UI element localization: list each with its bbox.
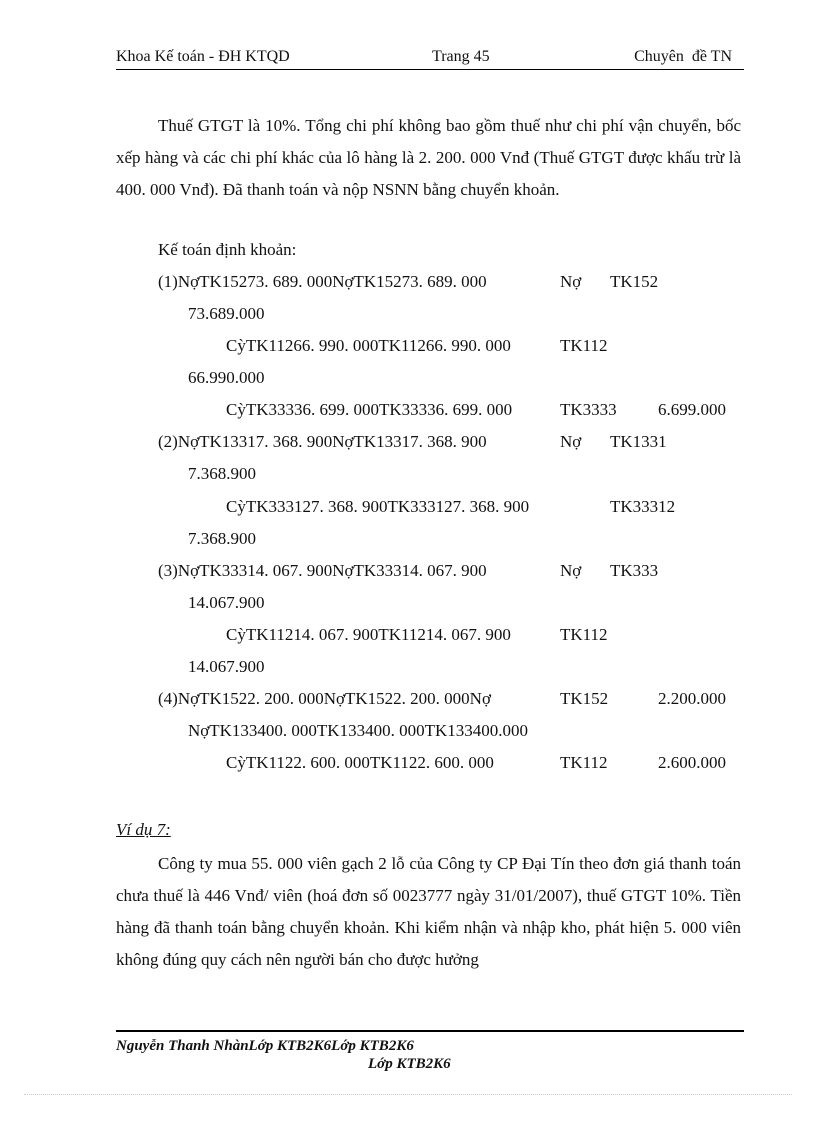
entry-1-credit-amount: 66.990.000	[188, 368, 265, 387]
entries-title: Kế toán định khoản:	[158, 240, 297, 259]
entry-2-credit-account: TK33312	[610, 497, 676, 516]
footer-author: Nguyễn Thanh NhànLớp KTB2K6Lớp KTB2K6	[116, 1038, 414, 1054]
entry-2-credit-text: CỳTK333127. 368. 900TK333127. 368. 900	[226, 497, 530, 516]
intro-paragraph: Thuế GTGT là 10%. Tổng chi phí không bao gồm thuế như chi phí vận chuyển, bốc xếp hàng và các chi phí khác của lô hàng là 2. 200. 000 Vnđ (Thuế GTGT được khấu trừ là 400. 000 Vnđ). Đã thanh toán và nộp NSNN bằng chuyển khoản.	[116, 116, 741, 199]
entry-4-debit-account: TK152	[560, 689, 609, 708]
entry-3-credit-amount: 14.067.900	[188, 657, 265, 676]
entry-1-credit2-amount: 6.699.000	[658, 400, 726, 419]
entry-3-debit-account: TK333	[610, 561, 659, 580]
entry-4-debit-amount: 2.200.000	[658, 689, 726, 708]
entry-1-debit-amount: 73.689.000	[188, 304, 265, 323]
entry-3-debit-side: Nợ	[560, 561, 582, 580]
footer-class: Lớp KTB2K6	[368, 1056, 451, 1072]
entry-3-credit-text: CỳTK11214. 067. 900TK11214. 067. 900	[226, 625, 511, 644]
entry-1-debit-account: TK152	[610, 272, 659, 291]
header-title: Chuyên đề TN	[634, 48, 732, 65]
example-paragraph: Công ty mua 55. 000 viên gạch 2 lỗ của Công ty CP Đại Tín theo đơn giá thanh toán chưa thuế là 446 Vnđ/ viên (hoá đơn số 0023777 ngày 31/01/2007), thuế GTGT 10%. Tiền hàng đã thanh toán bằng chuyển khoản. Khi kiểm nhận và nhập kho, phát hiện 5. 000 viên không đúng quy cách nên người bán cho được hưởng	[116, 854, 741, 969]
example-heading: Ví dụ 7:	[116, 820, 171, 839]
entry-3-credit-account: TK112	[560, 625, 608, 644]
entry-4-credit-account: TK112	[560, 753, 608, 772]
entry-4-credit-text: CỳTK1122. 600. 000TK1122. 600. 000	[226, 753, 494, 772]
header-divider	[116, 69, 744, 70]
page-number: Trang 45	[432, 48, 490, 65]
entry-2-debit-account: TK1331	[610, 432, 667, 451]
entry-2-debit-side: Nợ	[560, 432, 582, 451]
entry-1-credit-text: CỳTK11266. 990. 000TK11266. 990. 000	[226, 336, 511, 355]
entry-2-debit-text: (2)NợTK13317. 368. 900NợTK13317. 368. 900	[158, 432, 487, 451]
entry-3-debit-amount: 14.067.900	[188, 593, 265, 612]
entry-4-debit2-text: NợTK133400. 000TK133400. 000TK133400.000	[188, 721, 528, 740]
entry-2-debit-amount: 7.368.900	[188, 464, 256, 483]
entry-2-credit-amount: 7.368.900	[188, 529, 256, 548]
entry-4-credit-amount: 2.600.000	[658, 753, 726, 772]
entry-3-debit-text: (3)NợTK33314. 067. 900NợTK33314. 067. 900	[158, 561, 487, 580]
entry-1-credit-account: TK112	[560, 336, 608, 355]
entry-4-debit-text: (4)NợTK1522. 200. 000NợTK1522. 200. 000Nợ	[158, 689, 491, 708]
page-edge-dots	[24, 1094, 792, 1095]
header-department: Khoa Kế toán - ĐH KTQD	[116, 48, 290, 65]
entry-1-debit-text: (1)NợTK15273. 689. 000NợTK15273. 689. 000	[158, 272, 487, 291]
entry-1-credit2-account: TK3333	[560, 400, 617, 419]
entry-1-credit2-text: CỳTK33336. 699. 000TK33336. 699. 000	[226, 400, 513, 419]
entry-1-debit-side: Nợ	[560, 272, 582, 291]
footer-divider	[116, 1030, 744, 1032]
